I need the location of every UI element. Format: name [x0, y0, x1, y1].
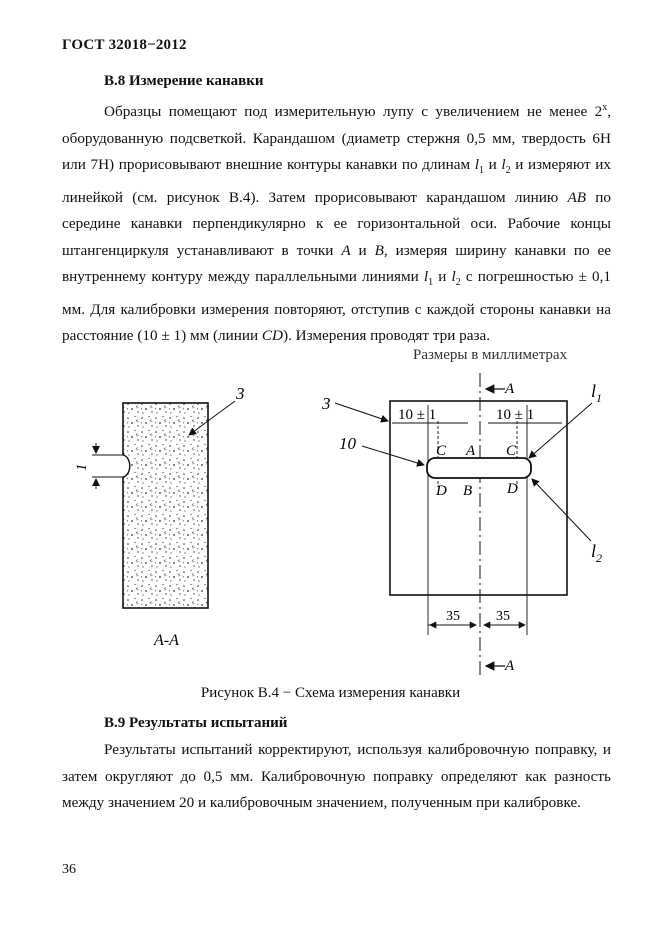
- point-a: A: [466, 443, 476, 459]
- b8-l2b-sub: 2: [455, 277, 461, 289]
- b8-and-2: и: [350, 241, 375, 259]
- section-marker-top: А: [505, 381, 515, 397]
- document-code-header: ГОСТ 32018−2012: [62, 37, 187, 53]
- label-l2-sub: 2: [596, 551, 603, 565]
- section-b8-paragraph: [62, 95, 611, 350]
- right-label-3: 3: [322, 394, 331, 413]
- b8-cd: CD: [261, 327, 284, 345]
- b8-l2-sub: 2: [505, 165, 511, 177]
- b8-l2: l: [501, 156, 506, 174]
- left-view-title: А-А: [154, 632, 179, 649]
- b8-ab: АВ: [567, 188, 587, 206]
- left-label-1: 1: [74, 463, 90, 471]
- section-marker-bottom: А: [505, 658, 515, 674]
- section-b9-paragraph: Результаты испытаний корректируют, используя калибровочную поправку, и затем округляют до 0,5 мм. Калибровочную поправку определяют как разность между значением 20 и калибровочным значением, полученным при калибровке.: [62, 741, 611, 811]
- cross-section-view: [74, 384, 245, 649]
- b8-l2b: l: [451, 268, 456, 286]
- left-label-3: 3: [236, 384, 245, 403]
- b8-text-7: ). Измерения проводят три раза.: [283, 327, 491, 345]
- page-number: 36: [62, 862, 76, 877]
- figure-caption: Рисунок В.4 − Схема измерения канавки: [200, 685, 461, 701]
- label-l2-letter: l: [591, 541, 597, 561]
- figure-b4: [0, 345, 661, 685]
- b8-point-a: А: [341, 241, 351, 259]
- section-b8-title: В.8 Измерение канавки: [104, 73, 264, 89]
- point-c-right: C: [506, 443, 517, 459]
- b8-and-1: и: [483, 156, 502, 174]
- label-l1-letter: l: [591, 381, 597, 401]
- plan-view: [321, 373, 602, 675]
- point-d-left: D: [436, 483, 447, 499]
- label-l1-sub: 1: [596, 391, 603, 405]
- label-l2: [591, 541, 602, 565]
- dim-left-10: 10 ± 1: [398, 407, 437, 423]
- right-label-10: 10: [339, 434, 356, 453]
- units-note: Размеры в миллиметрах: [413, 347, 568, 363]
- groove-slot: [427, 458, 531, 478]
- b8-l1b: l: [423, 268, 429, 286]
- b8-point-b: В: [374, 241, 384, 259]
- label-l1: [591, 381, 602, 405]
- b8-and-3: и: [433, 268, 452, 286]
- b8-text-3: и измеряют их линейкой (см. рисунок В.4). Затем прорисовывают карандашом линию: [62, 156, 611, 206]
- point-c-left: C: [436, 443, 447, 459]
- dim-35-right: 35: [496, 609, 510, 624]
- dim-right-10: 10 ± 1: [496, 407, 535, 423]
- point-b: B: [463, 483, 473, 499]
- section-b9-title: В.9 Результаты испытаний: [104, 715, 288, 731]
- b8-text-5: , измеряя ширину канавки по ее внутреннему контуру между параллельными линиями: [62, 241, 611, 286]
- dim-35-left: 35: [446, 609, 460, 624]
- sample-plan: [390, 401, 567, 595]
- point-d-right: D: [507, 481, 518, 497]
- b8-l1b-sub: 1: [428, 277, 434, 289]
- b8-superscript-x: х: [602, 102, 608, 113]
- b8-text-6: с погрешностью ± 0,1 мм. Для калибровки измерения повторяют, отступив с каждой стороны канавки на расстояние (10 ± 1) мм (линии: [62, 268, 611, 345]
- b8-l1: l: [474, 156, 479, 174]
- b8-text-4: по середине канавки перпендикулярно к ее горизонтальной оси. Рабочие концы штангенциркуля устанавливают в точки: [62, 188, 611, 259]
- sample-section: [123, 403, 208, 608]
- b8-l1-sub: 1: [478, 165, 484, 177]
- b8-text-2: , оборудованную подсветкой. Карандашом (диаметр стержня 0,5 мм, твердость 6Н или 7Н) прорисовывают внешние контуры канавки по длинам: [62, 103, 611, 174]
- b8-text-1: Образцы помещают под измерительную лупу с увеличением не менее 2: [104, 103, 603, 121]
